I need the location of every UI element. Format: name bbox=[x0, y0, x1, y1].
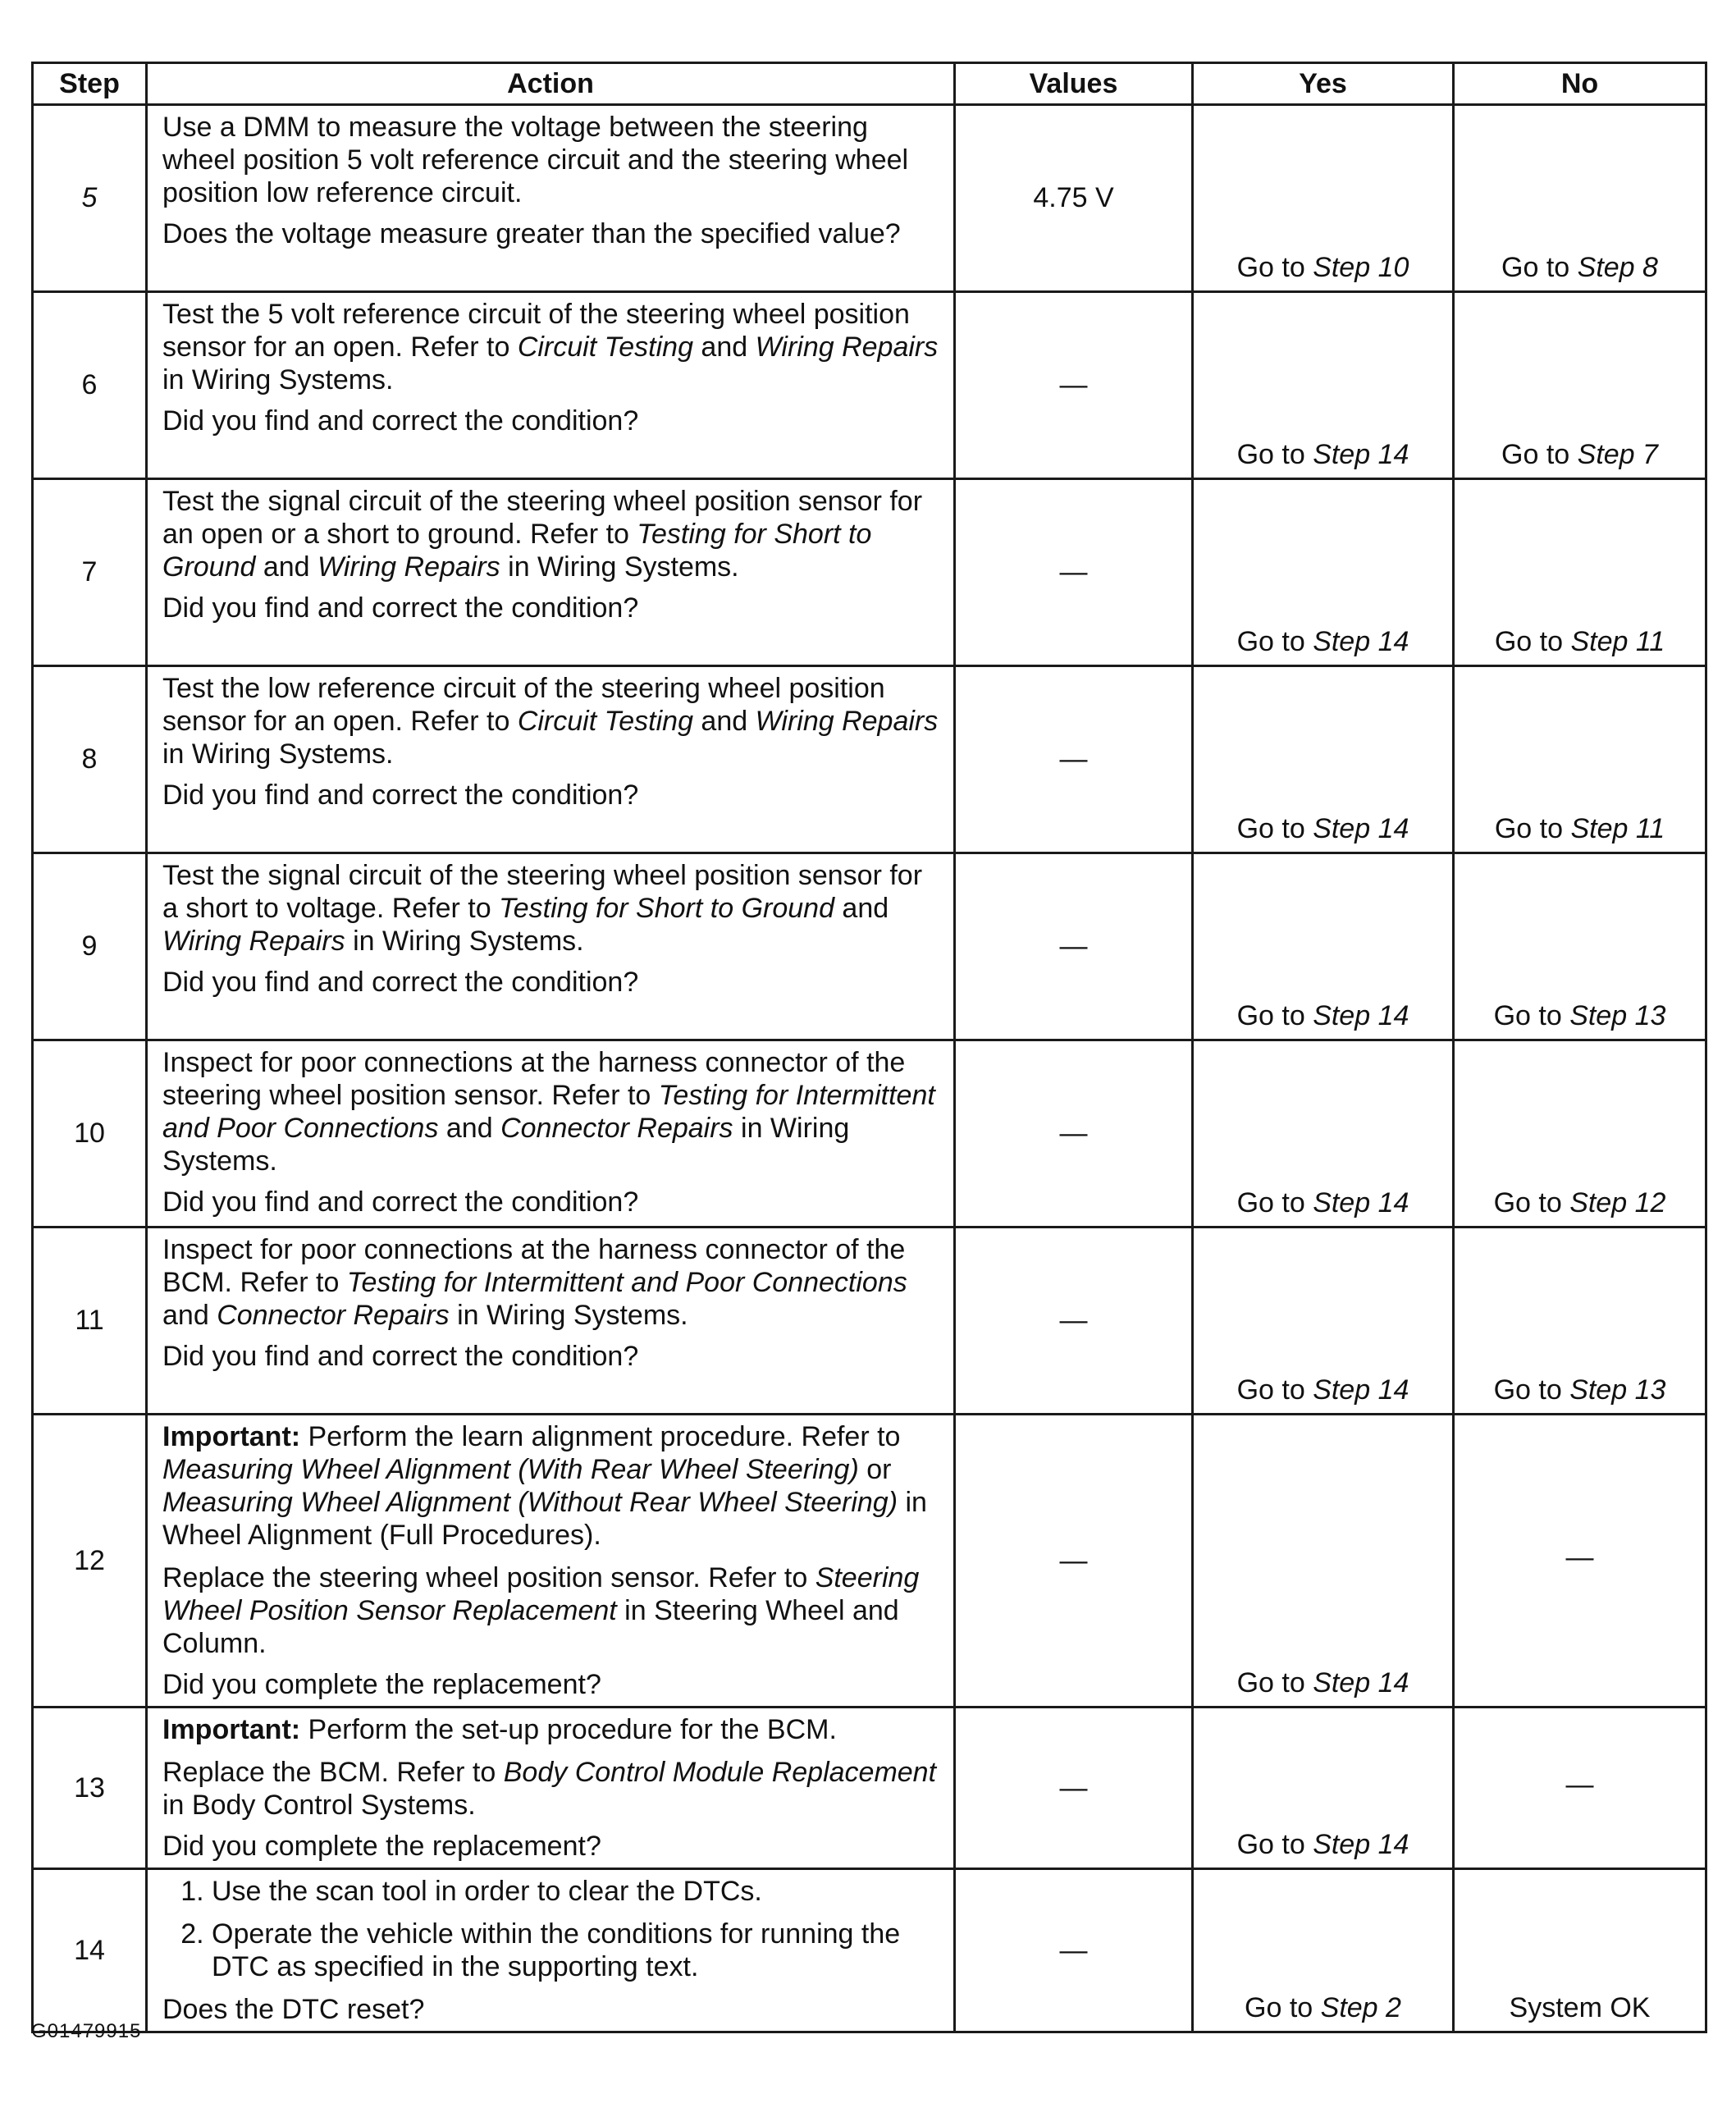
action-text: Test the signal circuit of the steering wheel position sensor for a short to voltage. Refer to bbox=[162, 860, 923, 924]
action-text: and bbox=[162, 1300, 217, 1331]
action-cell bbox=[147, 105, 955, 292]
no-prefix: Go to bbox=[1493, 1000, 1570, 1031]
yes-outcome bbox=[1193, 853, 1454, 1040]
step-number: 11 bbox=[33, 1228, 147, 1415]
action-text: Replace the BCM. Refer to bbox=[162, 1757, 504, 1788]
value-cell: — bbox=[955, 1708, 1193, 1869]
yes-step-link: Step 14 bbox=[1313, 813, 1409, 844]
no-outcome bbox=[1454, 1869, 1706, 2032]
action-cell bbox=[147, 1415, 955, 1708]
action-text: in Wheel Alignment (Full Procedures). bbox=[162, 1487, 927, 1551]
action-text: in Steering Wheel and Column. bbox=[162, 1595, 899, 1659]
action-instruction bbox=[162, 1756, 945, 1822]
table-row bbox=[33, 1040, 1706, 1228]
reference-link-text: Connector Repairs bbox=[217, 1300, 450, 1331]
header-action: Action bbox=[147, 63, 955, 105]
yes-prefix: Go to bbox=[1236, 1829, 1313, 1860]
yes-outcome bbox=[1193, 1708, 1454, 1869]
no-step-link: Step 13 bbox=[1569, 1000, 1666, 1031]
yes-outcome bbox=[1193, 1869, 1454, 2032]
action-instruction bbox=[162, 485, 945, 583]
diagnostic-table bbox=[31, 62, 1707, 2033]
no-step-link: Step 11 bbox=[1570, 813, 1665, 844]
action-text: in Wiring Systems. bbox=[345, 926, 584, 957]
action-cell bbox=[147, 292, 955, 479]
no-text: System OK bbox=[1509, 1992, 1651, 2023]
action-text: and bbox=[692, 331, 756, 363]
action-question: Did you complete the replacement? bbox=[162, 1669, 601, 1700]
value-cell: 4.75 V bbox=[955, 105, 1193, 292]
procedure-list bbox=[162, 1875, 945, 1983]
no-outcome bbox=[1454, 1228, 1706, 1415]
no-outcome bbox=[1454, 853, 1706, 1040]
yes-outcome bbox=[1193, 105, 1454, 292]
action-text: Inspect for poor connections at the harness connector of the BCM. Refer to bbox=[162, 1234, 906, 1298]
action-text: or bbox=[858, 1454, 892, 1485]
action-text: in Wiring Systems. bbox=[162, 364, 394, 395]
value-cell: — bbox=[955, 292, 1193, 479]
step-number: 12 bbox=[33, 1415, 147, 1708]
table-row bbox=[33, 479, 1706, 666]
action-instruction bbox=[162, 1233, 945, 1332]
step-number: 10 bbox=[33, 1040, 147, 1228]
action-instruction bbox=[162, 672, 945, 770]
step-number: 14 bbox=[33, 1869, 147, 2032]
action-text: and bbox=[692, 706, 756, 737]
reference-link-text: Wiring Repairs bbox=[318, 551, 500, 583]
action-text: Test the low reference circuit of the steering wheel position sensor for an open. Refer to bbox=[162, 673, 885, 737]
action-text: in Wiring Systems. bbox=[162, 1113, 850, 1177]
no-outcome bbox=[1454, 1708, 1706, 1869]
step-number: 13 bbox=[33, 1708, 147, 1869]
action-text: Test the 5 volt reference circuit of the steering wheel position sensor for an open. Refer to bbox=[162, 299, 910, 363]
value-cell: — bbox=[955, 666, 1193, 853]
header-values: Values bbox=[955, 63, 1193, 105]
table-row bbox=[33, 1228, 1706, 1415]
no-outcome bbox=[1454, 666, 1706, 853]
yes-step-link: Step 2 bbox=[1320, 1992, 1401, 2023]
action-text: and bbox=[438, 1113, 501, 1144]
action-cell bbox=[147, 1708, 955, 1869]
reference-link-text: Measuring Wheel Alignment (Without Rear Wheel Steering) bbox=[162, 1487, 898, 1518]
action-text: Perform the set-up procedure for the BCM. bbox=[300, 1714, 837, 1745]
no-prefix: Go to bbox=[1501, 439, 1578, 470]
yes-outcome bbox=[1193, 1040, 1454, 1228]
action-text: Replace the steering wheel position sensor. Refer to bbox=[162, 1562, 815, 1593]
reference-link-text: Circuit Testing bbox=[517, 331, 693, 363]
action-text: in Wiring Systems. bbox=[449, 1300, 688, 1331]
action-instruction: Use a DMM to measure the voltage between the steering wheel position 5 volt reference circuit and the steering wheel position low reference circuit. bbox=[162, 112, 909, 208]
no-outcome bbox=[1454, 1040, 1706, 1228]
important-label: Important: bbox=[162, 1714, 301, 1745]
yes-step-link: Step 14 bbox=[1313, 439, 1409, 470]
header-yes: Yes bbox=[1193, 63, 1454, 105]
header-row bbox=[33, 63, 1706, 105]
action-text: and bbox=[834, 893, 889, 924]
action-cell bbox=[147, 1228, 955, 1415]
yes-prefix: Go to bbox=[1236, 1187, 1313, 1218]
yes-outcome bbox=[1193, 666, 1454, 853]
important-note bbox=[162, 1713, 945, 1746]
action-text: Test the signal circuit of the steering wheel position sensor for an open or a short to ground. Refer to bbox=[162, 486, 923, 550]
no-prefix: Go to bbox=[1493, 1187, 1570, 1218]
yes-outcome bbox=[1193, 479, 1454, 666]
action-instruction bbox=[162, 859, 945, 958]
header-no: No bbox=[1454, 63, 1706, 105]
important-note bbox=[162, 1420, 945, 1552]
step-number: 9 bbox=[33, 853, 147, 1040]
no-step-link: Step 8 bbox=[1577, 252, 1658, 283]
step-number: 5 bbox=[33, 105, 147, 292]
action-instruction bbox=[162, 1046, 945, 1177]
no-outcome bbox=[1454, 479, 1706, 666]
yes-prefix: Go to bbox=[1236, 439, 1313, 470]
reference-link-text: Circuit Testing bbox=[517, 706, 693, 737]
action-question: Did you find and correct the condition? bbox=[162, 592, 639, 624]
step-number: 7 bbox=[33, 479, 147, 666]
action-question: Does the voltage measure greater than the specified value? bbox=[162, 218, 901, 249]
reference-link-text: Measuring Wheel Alignment (With Rear Wheel Steering) bbox=[162, 1454, 859, 1485]
no-text: — bbox=[1565, 1768, 1594, 1800]
table-row bbox=[33, 1708, 1706, 1869]
reference-link-text: Testing for Intermittent and Poor Connections bbox=[162, 1080, 935, 1144]
value-cell: — bbox=[955, 479, 1193, 666]
action-text: in Wiring Systems. bbox=[500, 551, 739, 583]
figure-id: G01479915 bbox=[31, 2020, 142, 2042]
action-instruction bbox=[162, 298, 945, 396]
action-instruction bbox=[162, 1561, 945, 1660]
action-question: Did you find and correct the condition? bbox=[162, 967, 639, 998]
action-cell bbox=[147, 666, 955, 853]
action-question: Did you find and correct the condition? bbox=[162, 1186, 639, 1218]
step-number: 6 bbox=[33, 292, 147, 479]
value-cell: — bbox=[955, 1228, 1193, 1415]
action-cell bbox=[147, 1869, 955, 2032]
no-outcome bbox=[1454, 105, 1706, 292]
action-question: Does the DTC reset? bbox=[162, 1994, 425, 2025]
yes-step-link: Step 10 bbox=[1313, 252, 1409, 283]
no-text: — bbox=[1565, 1541, 1594, 1573]
no-prefix: Go to bbox=[1501, 252, 1578, 283]
action-text: in Wiring Systems. bbox=[162, 738, 394, 770]
reference-link-text: Steering Wheel Position Sensor Replacement bbox=[162, 1562, 920, 1626]
yes-outcome bbox=[1193, 1415, 1454, 1708]
table-body bbox=[33, 105, 1706, 2032]
reference-link-text: Wiring Repairs bbox=[755, 331, 939, 363]
header-step: Step bbox=[33, 63, 147, 105]
action-cell bbox=[147, 479, 955, 666]
yes-step-link: Step 14 bbox=[1313, 1374, 1409, 1406]
reference-link-text: Wiring Repairs bbox=[755, 706, 939, 737]
action-question: Did you complete the replacement? bbox=[162, 1831, 601, 1862]
reference-link-text: Wiring Repairs bbox=[162, 926, 345, 957]
action-question: Did you find and correct the condition? bbox=[162, 405, 639, 437]
no-step-link: Step 12 bbox=[1569, 1187, 1666, 1218]
yes-outcome bbox=[1193, 1228, 1454, 1415]
reference-link-text: Body Control Module Replacement bbox=[503, 1757, 937, 1788]
yes-prefix: Go to bbox=[1236, 1374, 1313, 1406]
yes-prefix: Go to bbox=[1236, 813, 1313, 844]
value-cell: — bbox=[955, 1040, 1193, 1228]
yes-step-link: Step 14 bbox=[1313, 1000, 1409, 1031]
procedure-list-item: 2. Operate the vehicle within the conditions for running the DTC as specified in the supporting text. bbox=[212, 1918, 945, 1983]
yes-step-link: Step 14 bbox=[1313, 1187, 1409, 1218]
no-step-link: Step 11 bbox=[1570, 626, 1665, 657]
procedure-list-item: 1. Use the scan tool in order to clear the DTCs. bbox=[212, 1875, 945, 1908]
table-row bbox=[33, 1415, 1706, 1708]
action-question: Did you find and correct the condition? bbox=[162, 779, 639, 811]
table-row bbox=[33, 105, 1706, 292]
value-cell: — bbox=[955, 853, 1193, 1040]
action-cell bbox=[147, 1040, 955, 1228]
table-row bbox=[33, 1869, 1706, 2032]
yes-step-link: Step 14 bbox=[1313, 1829, 1409, 1860]
no-outcome bbox=[1454, 292, 1706, 479]
no-step-link: Step 13 bbox=[1569, 1374, 1666, 1406]
no-prefix: Go to bbox=[1494, 626, 1571, 657]
yes-step-link: Step 14 bbox=[1313, 1667, 1409, 1698]
no-prefix: Go to bbox=[1494, 813, 1571, 844]
action-text: Inspect for poor connections at the harness connector of the steering wheel position sensor. Refer to bbox=[162, 1047, 906, 1111]
no-prefix: Go to bbox=[1493, 1374, 1570, 1406]
reference-link-text: Testing for Short to Ground bbox=[499, 893, 834, 924]
reference-link-text: Connector Repairs bbox=[500, 1113, 733, 1144]
reference-link-text: Testing for Intermittent and Poor Connections bbox=[346, 1267, 907, 1298]
yes-step-link: Step 14 bbox=[1313, 626, 1409, 657]
action-cell bbox=[147, 853, 955, 1040]
no-step-link: Step 7 bbox=[1577, 439, 1658, 470]
yes-prefix: Go to bbox=[1236, 252, 1313, 283]
reference-link-text: Testing for Short to Ground bbox=[162, 519, 872, 583]
yes-outcome bbox=[1193, 292, 1454, 479]
value-cell: — bbox=[955, 1415, 1193, 1708]
table-row bbox=[33, 853, 1706, 1040]
yes-prefix: Go to bbox=[1236, 1667, 1313, 1698]
action-text: in Body Control Systems. bbox=[162, 1790, 476, 1821]
table-row bbox=[33, 666, 1706, 853]
yes-prefix: Go to bbox=[1236, 626, 1313, 657]
no-outcome bbox=[1454, 1415, 1706, 1708]
step-number: 8 bbox=[33, 666, 147, 853]
yes-prefix: Go to bbox=[1245, 1992, 1321, 2023]
important-label: Important: bbox=[162, 1421, 301, 1452]
table-row bbox=[33, 292, 1706, 479]
yes-prefix: Go to bbox=[1236, 1000, 1313, 1031]
value-cell: — bbox=[955, 1869, 1193, 2032]
action-text: and bbox=[255, 551, 318, 583]
action-question: Did you find and correct the condition? bbox=[162, 1341, 639, 1372]
action-text: Perform the learn alignment procedure. Refer to bbox=[300, 1421, 901, 1452]
